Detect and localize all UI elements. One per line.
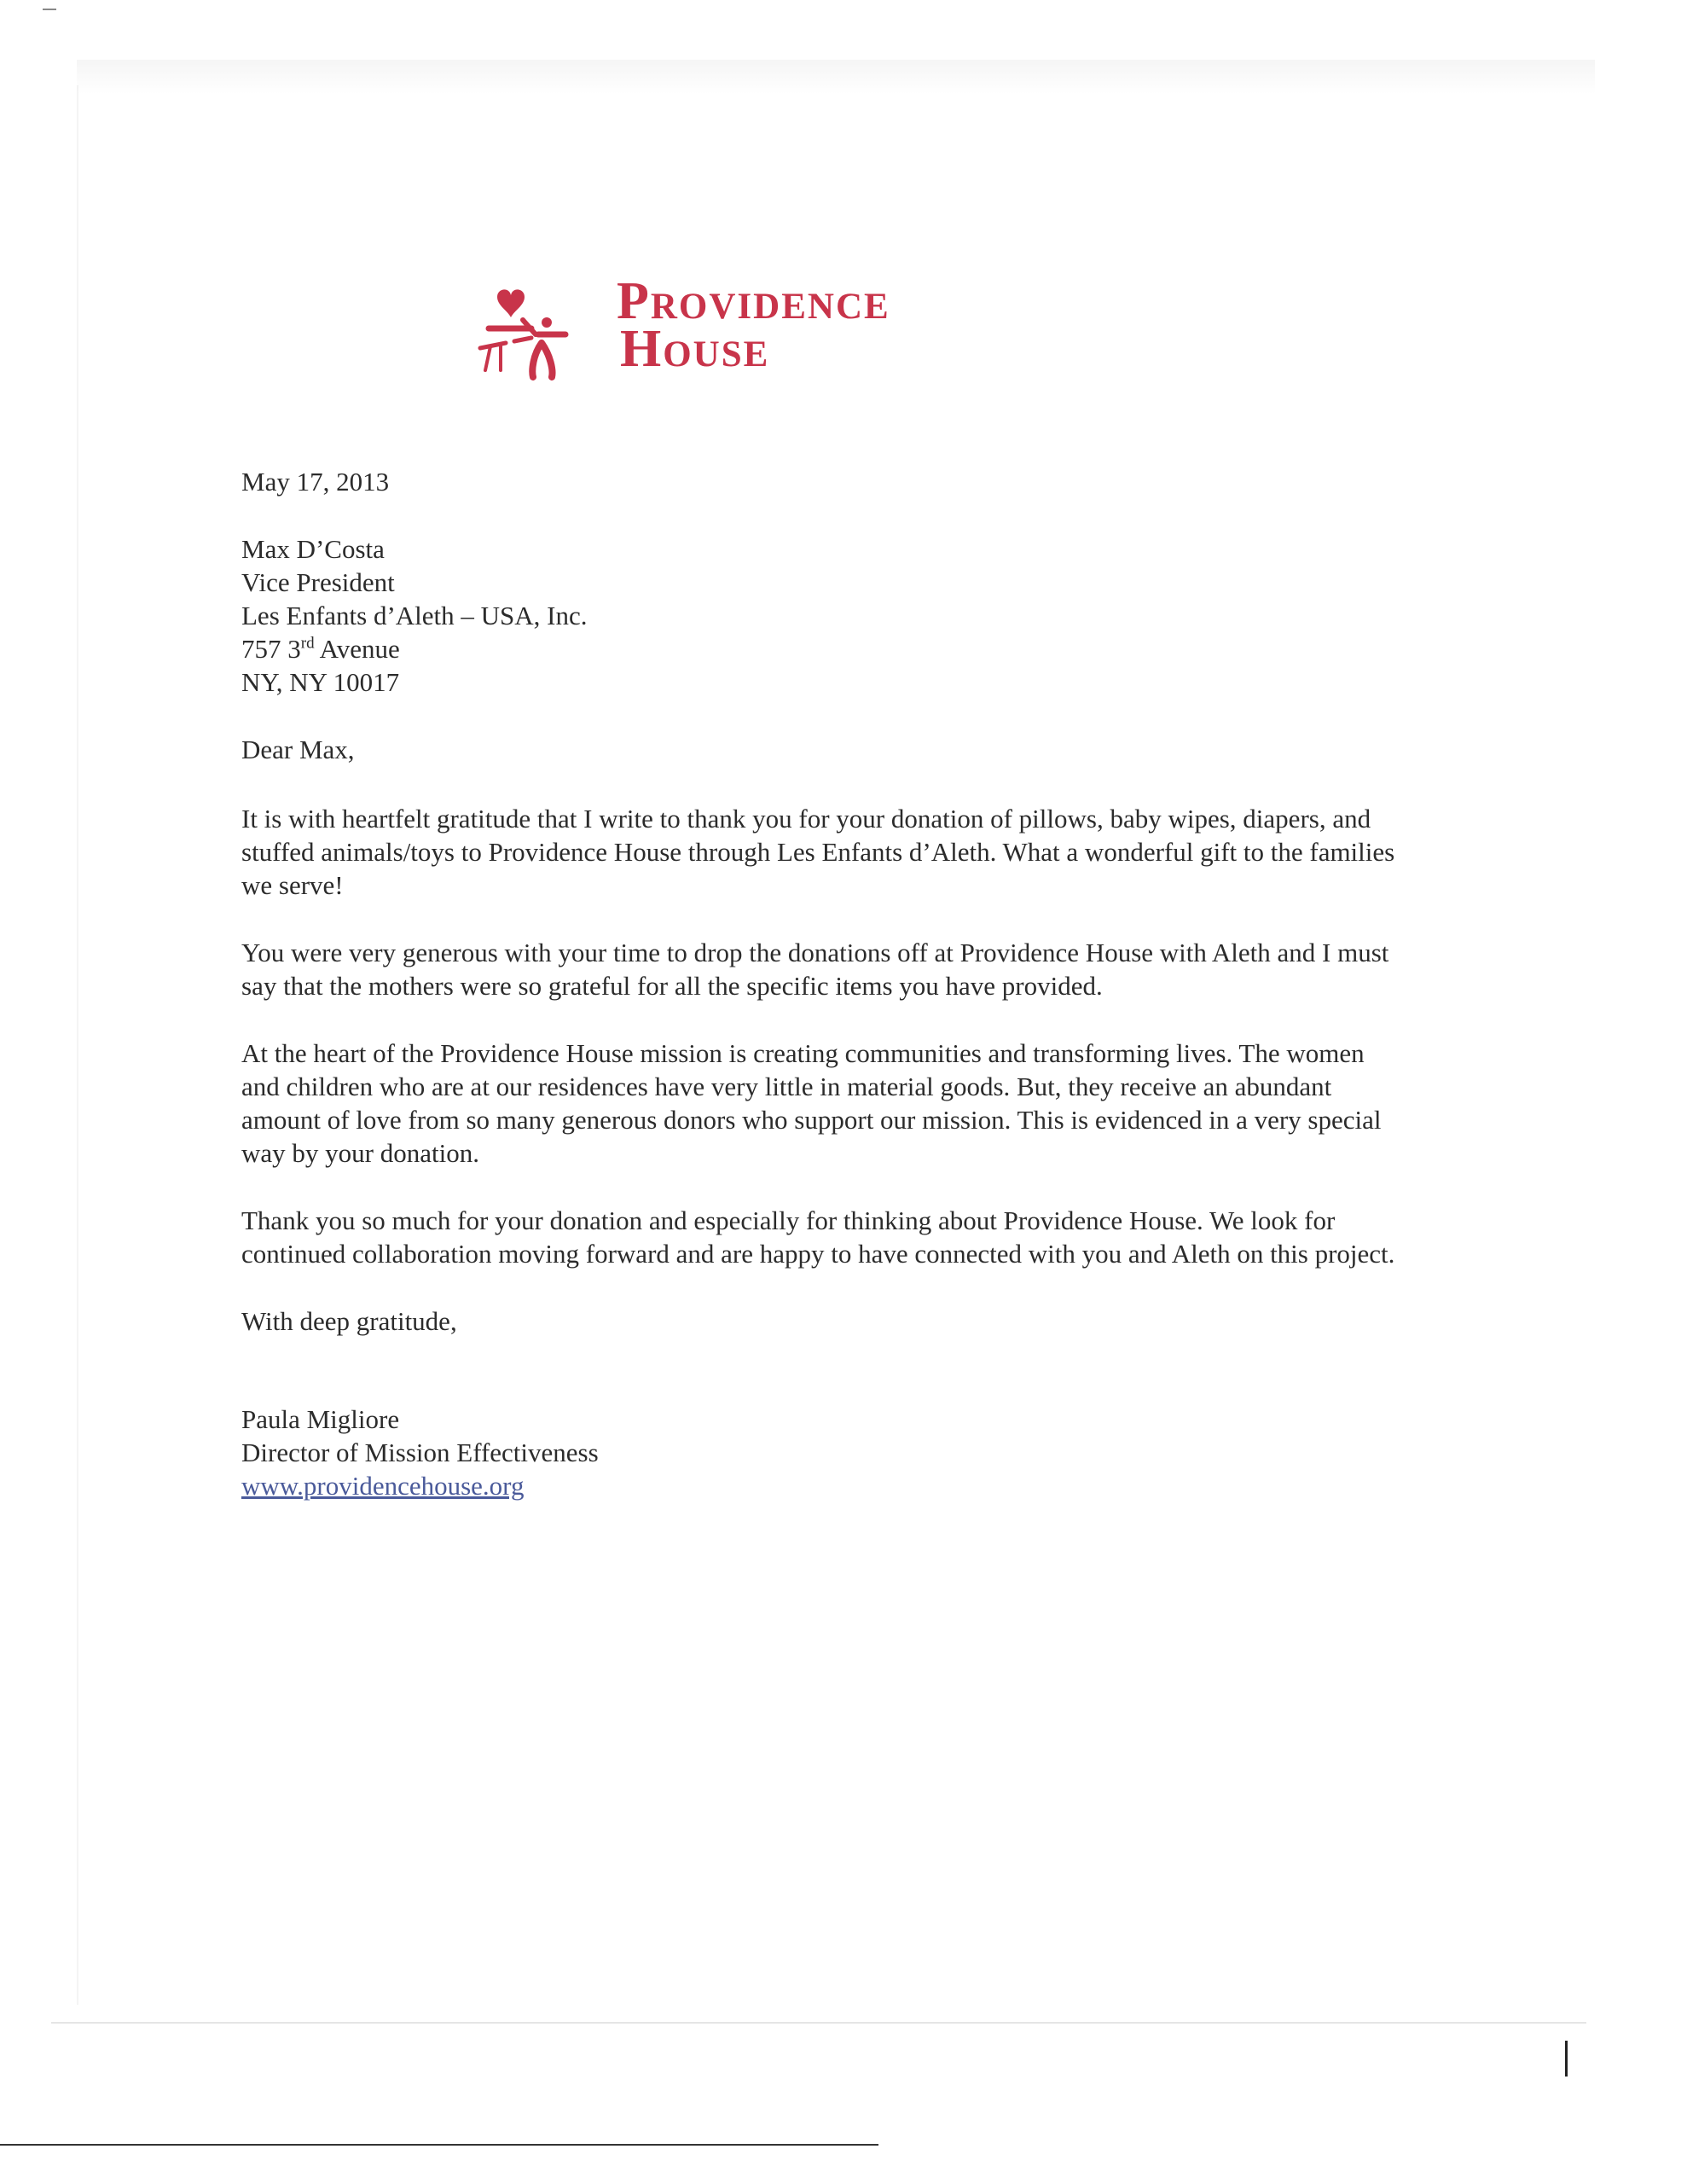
logo-line-2: House bbox=[620, 320, 770, 378]
scan-corner-mark bbox=[43, 9, 56, 10]
scan-right-mark bbox=[1565, 2041, 1568, 2077]
scan-bottom-edge bbox=[51, 2022, 1586, 2024]
recipient-title: Vice President bbox=[241, 567, 395, 597]
signer-title: Director of Mission Effectiveness bbox=[241, 1438, 599, 1467]
scan-left-edge bbox=[77, 85, 78, 2005]
street-number: 757 3 bbox=[241, 634, 301, 664]
signer-name: Paula Migliore bbox=[241, 1404, 400, 1434]
salutation: Dear Max, bbox=[241, 735, 355, 764]
paragraph-1: It is with heartfelt gratitude that I write to thank you for your donation of pillows, baby wipes, diapers, and stuffed animals/toys to Providence House through Les Enfants d’Aleth. What a wonderful gift to the families we serve! bbox=[241, 804, 1395, 900]
signature-block bbox=[241, 1403, 1401, 1502]
letter-date: May 17, 2013 bbox=[241, 467, 390, 497]
street-rest: Avenue bbox=[314, 634, 400, 664]
paragraph-4: Thank you so much for your donation and especially for thinking about Providence House. We look for continued collaboration moving forward and are happy to have connected with you and Aleth on this project. bbox=[241, 1205, 1395, 1269]
paragraph-3: At the heart of the Providence House mission is creating communities and transforming lives. The women and children who are at our residences have very little in material goods. But, they receive an abundant amount of love from so many generous donors who support our mission. This is evidenced in a very special way by your donation. bbox=[241, 1038, 1382, 1168]
recipient-city-line: NY, NY 10017 bbox=[241, 667, 400, 697]
recipient-name: Max D’Costa bbox=[241, 534, 385, 564]
providence-house-logo-icon bbox=[472, 282, 608, 384]
recipient-organization: Les Enfants d’Aleth – USA, Inc. bbox=[241, 601, 588, 630]
website-link[interactable]: www.providencehouse.org bbox=[241, 1471, 525, 1501]
letterhead bbox=[472, 272, 1239, 386]
logo-line-1: Providence bbox=[617, 272, 890, 330]
logo-wordmark bbox=[617, 272, 890, 378]
letter-body bbox=[241, 465, 1401, 1502]
scan-top-shadow bbox=[77, 60, 1595, 94]
closing: With deep gratitude, bbox=[241, 1306, 457, 1336]
recipient-street bbox=[241, 632, 1401, 665]
recipient-address bbox=[241, 532, 1401, 699]
scan-bottom-line bbox=[0, 2144, 878, 2146]
street-suffix: rd bbox=[300, 634, 315, 653]
paragraph-2: You were very generous with your time to drop the donations off at Providence House with Aleth and I must say that the mothers were so grateful for all the specific items you have provided. bbox=[241, 938, 1389, 1001]
